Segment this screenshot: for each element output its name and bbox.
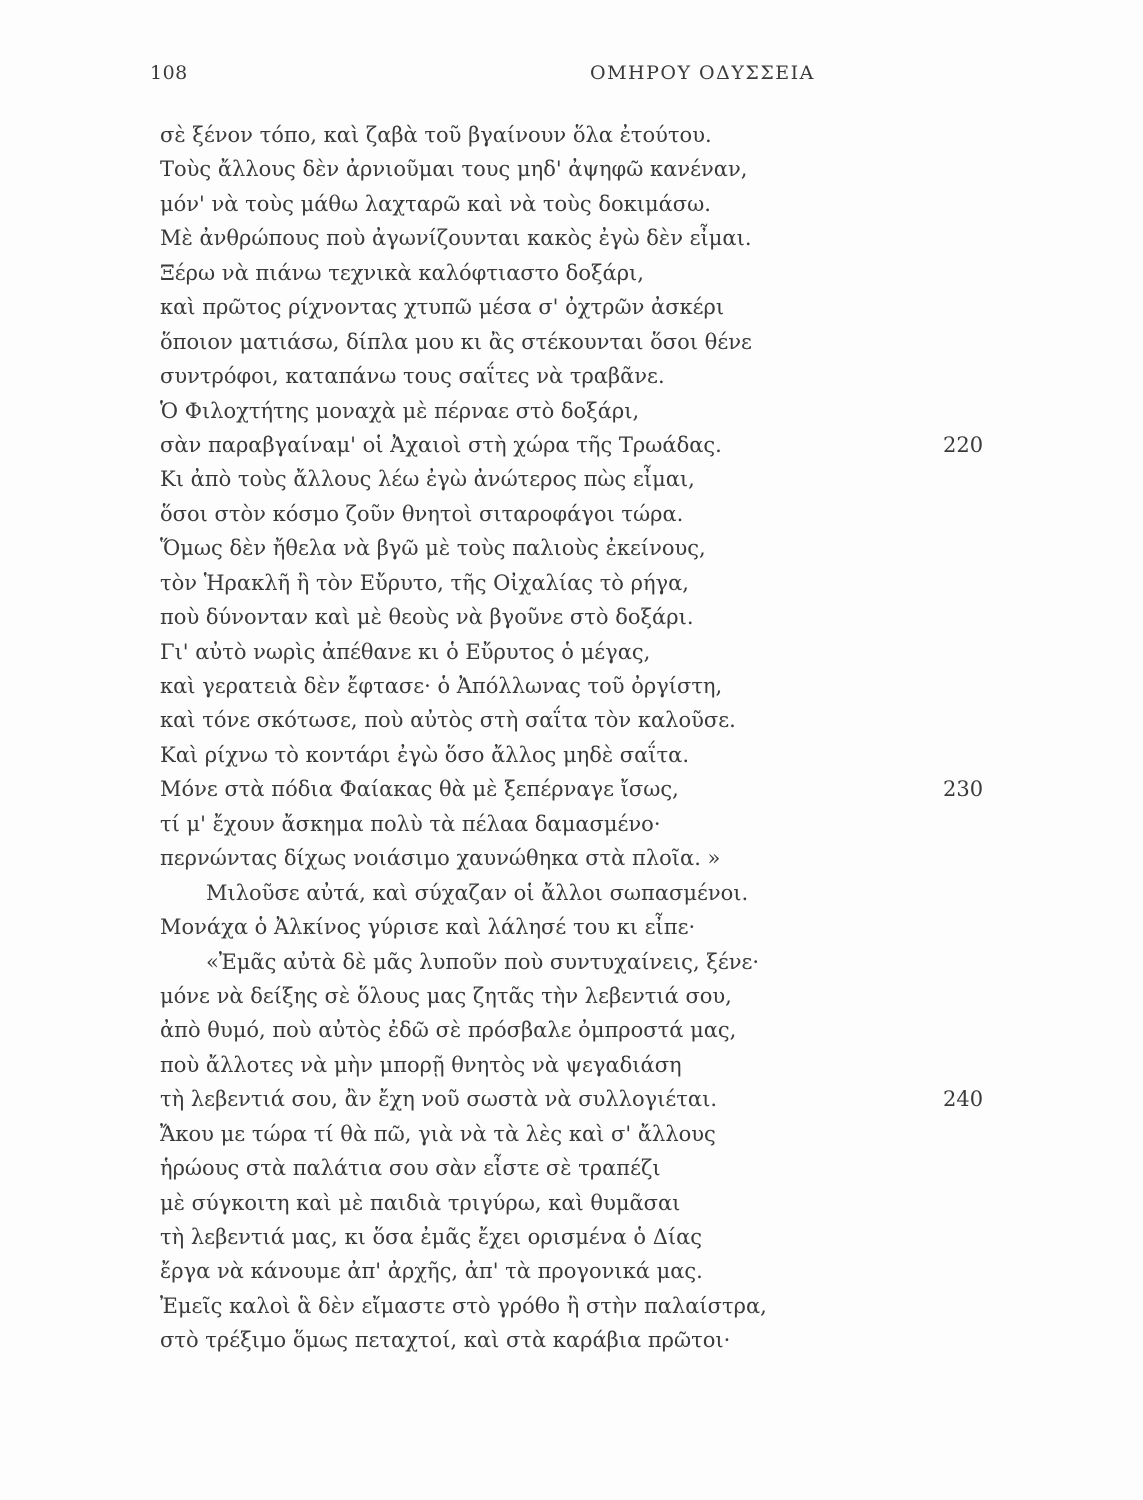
verse-line (150, 1117, 990, 1151)
verse-text: Ἄκου με τώρα τί θὰ πῶ, γιὰ νὰ τὰ λὲς καὶ σ' ἄλλους (160, 1121, 716, 1146)
verse-line (150, 600, 990, 634)
verse-line (150, 1048, 990, 1082)
verse-text: καὶ γερατειὰ δὲν ἔφτασε· ὁ Ἀπόλλωνας τοῦ ὀργίστη, (160, 674, 723, 698)
verse-line (150, 1254, 990, 1288)
page-number: 108 (150, 62, 188, 84)
verse-line (150, 738, 990, 772)
verse-text: ἀπὸ θυμό, ποὺ αὐτὸς ἐδῶ σὲ πρόσβαλε ὀμπροστά μας, (160, 1018, 737, 1043)
verse-text: ποὺ ἄλλοτες νὰ μὴν μπορῇ θνητὸς νὰ ψεγαδιάση (160, 1052, 682, 1077)
verse-text: καὶ τόνε σκότωσε, ποὺ αὐτὸς στὴ σαΐτα τὸν καλοῦσε. (160, 708, 736, 733)
verse-text: Μόνε στὰ πόδια Φαίακας θὰ μὲ ξεπέρναγε ἴσως, (160, 777, 679, 802)
verse-line (150, 428, 990, 462)
verse-text: Γι' αὐτὸ νωρὶς ἀπέθανε κι ὁ Εὔρυτος ὁ μέγας, (160, 639, 651, 664)
verse-line (150, 566, 990, 600)
verse-text: τί μ' ἔχουν ἄσκημα πολὺ τὰ πέλαα δαμασμένο· (160, 811, 661, 836)
verse-text: «Ἐμᾶς αὐτὰ δὲ μᾶς λυποῦν ποὺ συντυχαίνεις, ξένε· (206, 949, 760, 974)
verse-text: σὰν παραβγαίναμ' οἱ Ἀχαιοὶ στὴ χώρα τῆς Τρωάδας. (160, 432, 722, 457)
verse-text: Ὁ Φιλοχτήτης μοναχὰ μὲ πέρναε στὸ δοξάρι, (160, 398, 640, 423)
verse-line (150, 1323, 990, 1357)
verse-line (150, 635, 990, 669)
verse-text: Ξέρω νὰ πιάνω τεχνικὰ καλόφτιαστο δοξάρι, (160, 260, 644, 285)
verse-text: μόνε νὰ δείξης σὲ ὅλους μας ζητᾶς τὴν λεβεντιά σου, (160, 983, 732, 1008)
verse-line (150, 152, 990, 186)
verse-block (150, 118, 990, 1358)
verse-line (150, 497, 990, 531)
running-title: ΟΜΗΡΟΥ ΟΔΥΣΣΕΙΑ (590, 62, 815, 84)
verse-line (150, 359, 990, 393)
verse-line (150, 290, 990, 324)
verse-text: Μὲ ἀνθρώπους ποὺ ἀγωνίζουνται κακὸς ἐγὼ δὲν εἶμαι. (160, 226, 752, 251)
verse-text: τὴ λεβεντιά μας, κι ὅσα ἐμᾶς ἔχει ορισμένα ὁ Δίας (160, 1225, 703, 1249)
verse-line (150, 1186, 990, 1220)
verse-text: Ἐμεῖς καλοὶ ἃ δὲν εἴμαστε στὸ γρόθο ἢ στὴν παλαίστρα, (160, 1293, 767, 1318)
verse-text: συντρόφοι, καταπάνω τους σαΐτες νὰ τραβᾶνε. (160, 364, 665, 389)
verse-line (150, 1289, 990, 1323)
verse-text: στὸ τρέξιμο ὅμως πεταχτοί, καὶ στὰ καράβια πρῶτοι· (160, 1328, 731, 1353)
verse-line (150, 807, 990, 841)
verse-text: ἡρώους στὰ παλάτια σου σὰν εἶστε σὲ τραπέζι (160, 1156, 661, 1181)
verse-line (150, 462, 990, 496)
verse-line (150, 1013, 990, 1047)
verse-text: ποὺ δύνονταν καὶ μὲ θεοὺς νὰ βγοῦνε στὸ δοξάρι. (160, 605, 694, 630)
verse-line (150, 703, 990, 737)
verse-text: μόν' νὰ τοὺς μάθω λαχταρῶ καὶ νὰ τοὺς δοκιμάσω. (160, 191, 711, 216)
verse-text: Καὶ ρίχνω τὸ κοντάρι ἐγὼ ὅσο ἄλλος μηδὲ σαΐτα. (160, 742, 690, 767)
verse-line (150, 531, 990, 565)
verse-line (150, 394, 990, 428)
verse-text: ὅσοι στὸν κόσμο ζοῦν θνητοὶ σιταροφάγοι τώρα. (160, 501, 684, 526)
verse-line (150, 1082, 990, 1116)
verse-text: Τοὺς ἄλλους δὲν ἀρνιοῦμαι τους μηδ' ἀψηφῶ κανέναν, (160, 157, 748, 182)
verse-line (150, 325, 990, 359)
verse-line (150, 841, 990, 875)
verse-line (150, 1151, 990, 1185)
verse-line (150, 772, 990, 806)
verse-text: ὅποιον ματιάσω, δίπλα μου κι ἂς στέκουνται ὅσοι θένε (160, 329, 752, 354)
verse-text: Μιλοῦσε αὐτά, καὶ σύχαζαν οἱ ἄλλοι σωπασμένοι. (206, 880, 749, 905)
line-number: 220 (943, 432, 984, 457)
verse-line (150, 979, 990, 1013)
verse-text: τὸν Ἡρακλῆ ἢ τὸν Εὔρυτο, τῆς Οἰχαλίας τὸ ρήγα, (160, 570, 689, 595)
verse-text: μὲ σύγκοιτη καὶ μὲ παιδιὰ τριγύρω, καὶ θυμᾶσαι (160, 1190, 681, 1215)
verse-text: ἔργα νὰ κάνουμε ἀπ' ἀρχῆς, ἀπ' τὰ προγονικά μας. (160, 1259, 703, 1284)
line-number: 230 (943, 777, 984, 802)
verse-text: καὶ πρῶτος ρίχνοντας χτυπῶ μέσα σ' ὀχτρῶν ἀσκέρι (160, 295, 725, 320)
verse-line (150, 256, 990, 290)
verse-text: περνώντας δίχως νοιάσιμο χαυνώθηκα στὰ πλοῖα. » (160, 846, 721, 871)
page-header (150, 62, 980, 92)
verse-line (150, 118, 990, 152)
verse-line (150, 1220, 990, 1254)
verse-line (150, 669, 990, 703)
verse-line (150, 876, 990, 910)
verse-line (150, 187, 990, 221)
verse-text: Κι ἀπὸ τοὺς ἄλλους λέω ἐγὼ ἀνώτερος πὼς εἶμαι, (160, 467, 695, 492)
line-number: 240 (943, 1087, 984, 1112)
verse-line (150, 221, 990, 255)
verse-text: τὴ λεβεντιά σου, ἂν ἔχη νοῦ σωστὰ νὰ συλλογιέται. (160, 1087, 718, 1112)
verse-text: Ὅμως δὲν ἤθελα νὰ βγῶ μὲ τοὺς παλιοὺς ἐκείνους, (160, 536, 706, 561)
verse-line (150, 910, 990, 944)
verse-line (150, 945, 990, 979)
verse-text: Μονάχα ὁ Ἀλκίνος γύρισε καὶ λάλησέ του κι εἶπε· (160, 915, 696, 940)
verse-text: σὲ ξένον τόπο, καὶ ζαβὰ τοῦ βγαίνουν ὅλα ἐτούτου. (160, 123, 712, 147)
